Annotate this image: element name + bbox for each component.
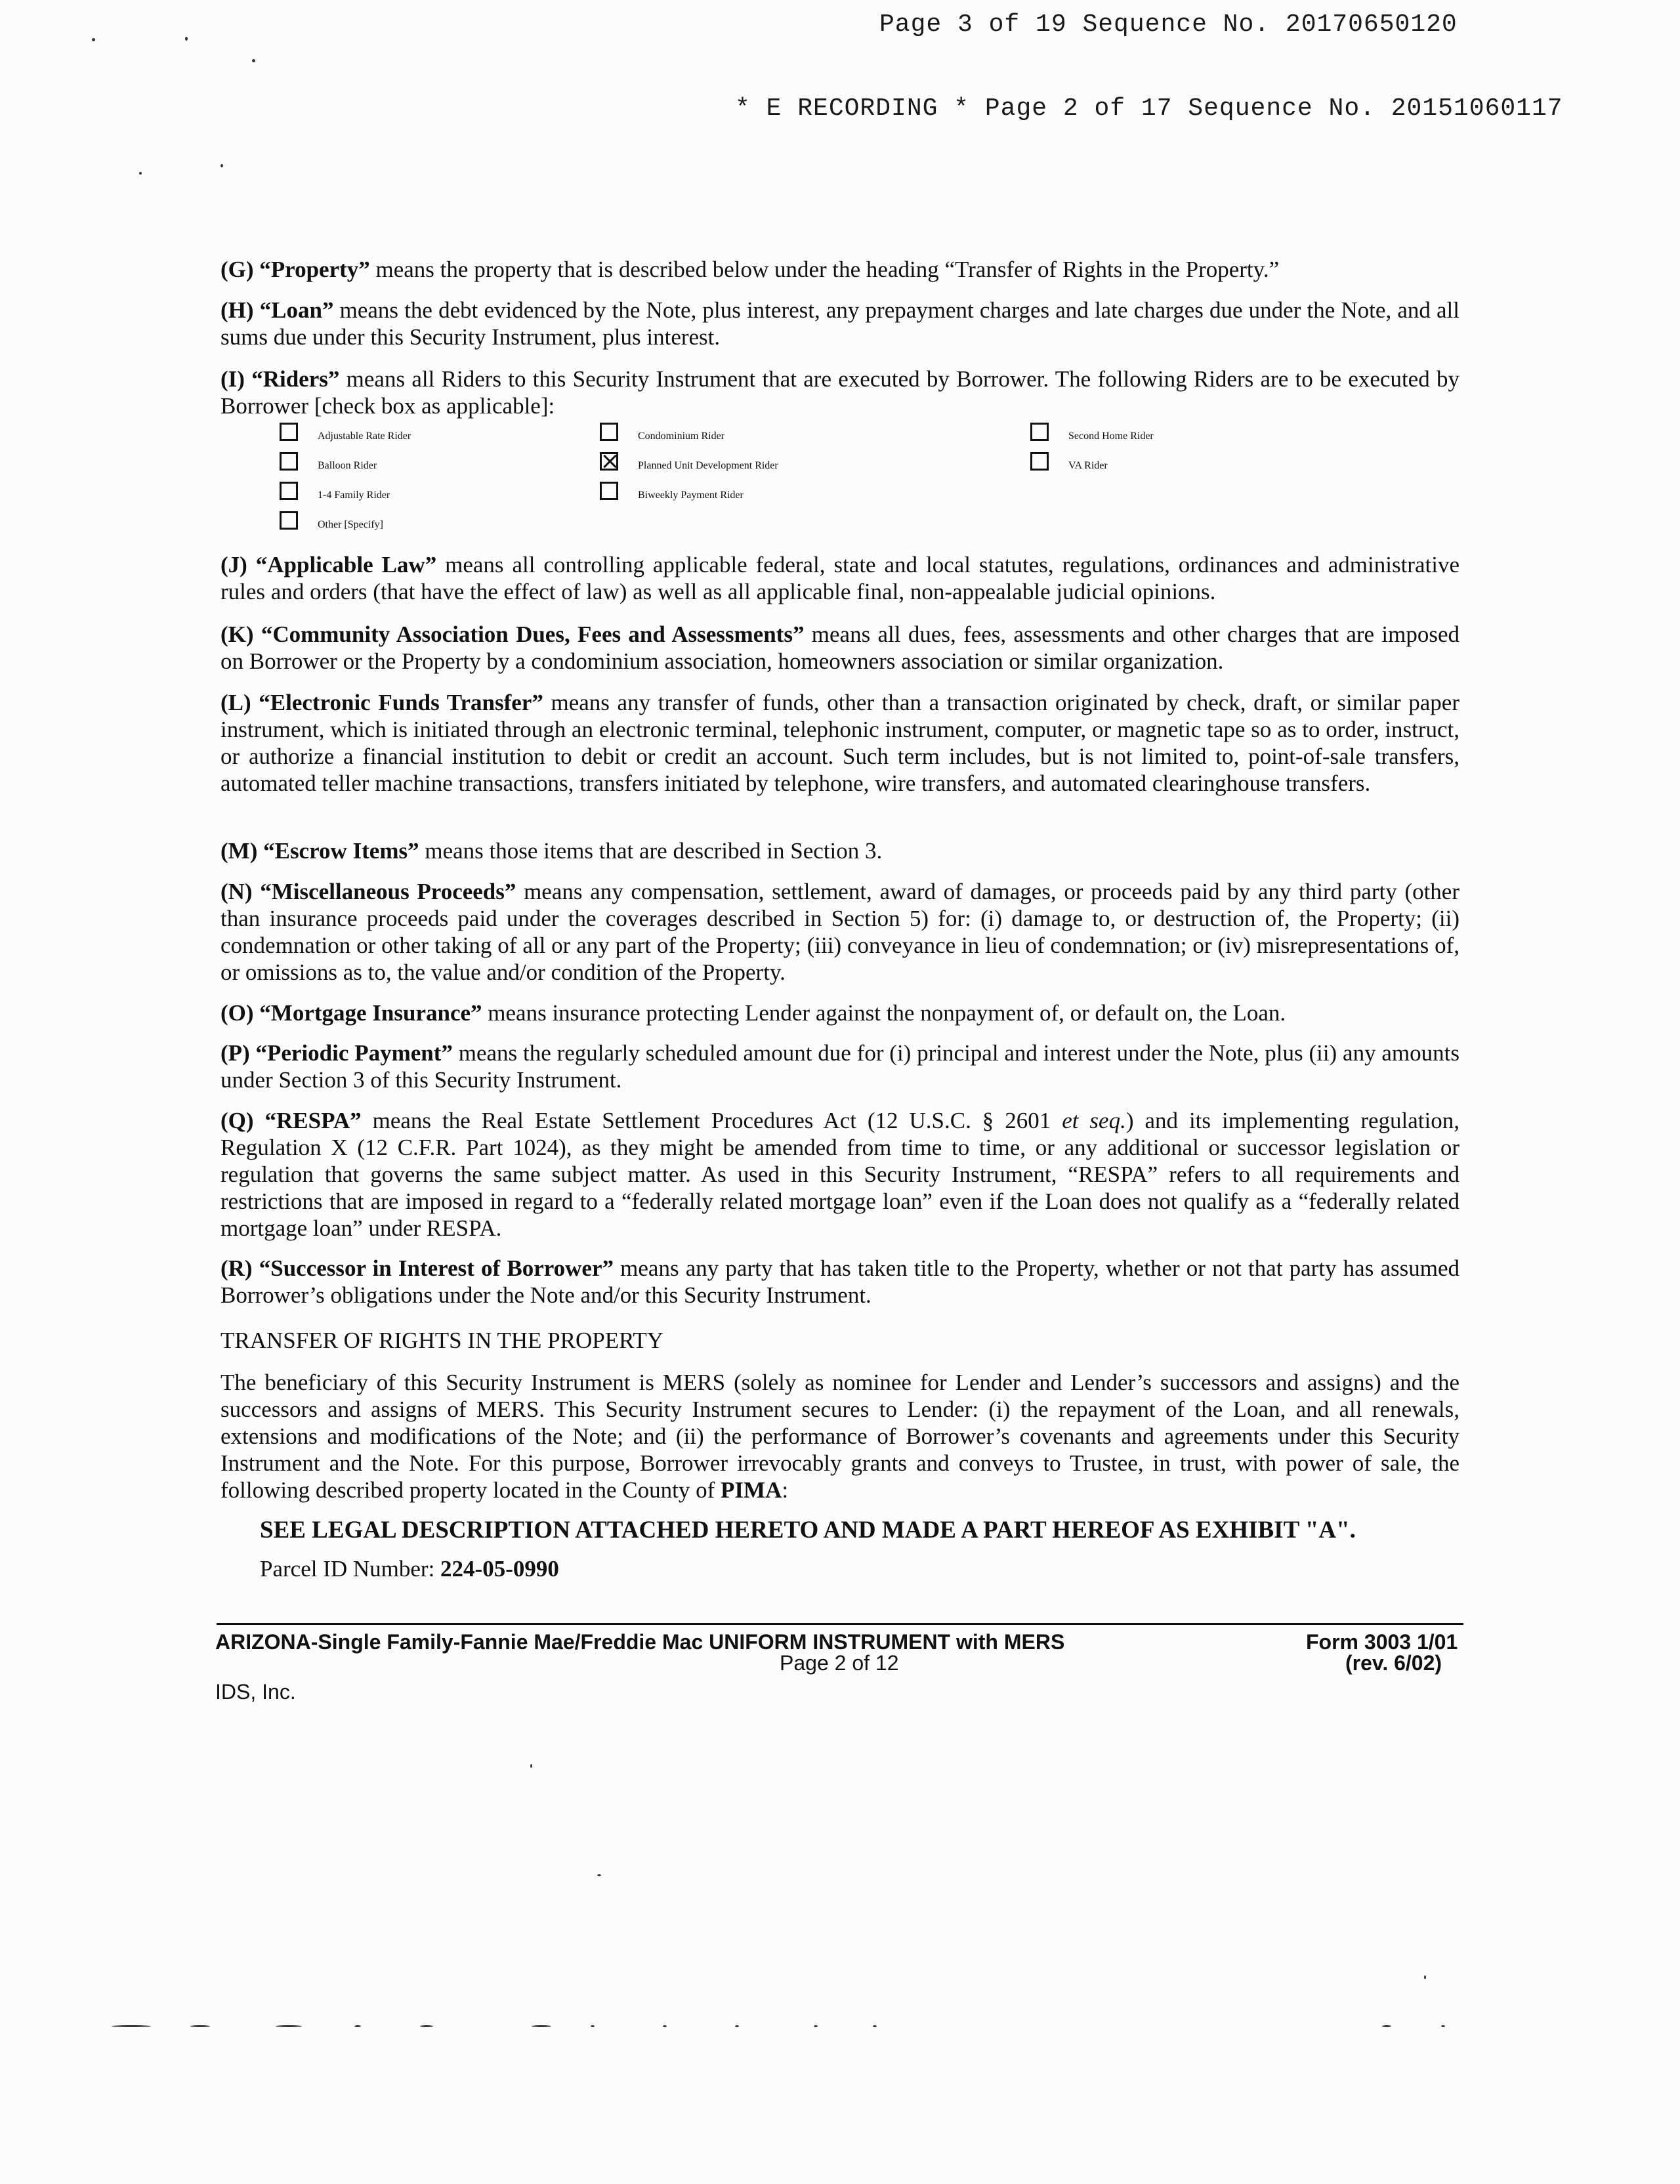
definition-label: (H) “Loan” <box>220 297 334 323</box>
exhibit-statement: SEE LEGAL DESCRIPTION ATTACHED HERETO AND MADE A PART HEREOF AS EXHIBIT "A". <box>260 1517 1356 1544</box>
checkbox[interactable] <box>1030 423 1049 441</box>
definition-successor-in-interest: (R) “Successor in Interest of Borrower” means any party that has taken title to the Property, whether or not that party has assumed Borrower’s obligations under the Note and/or this Security Instrument. <box>220 1255 1460 1308</box>
definition-label: (L) “Electronic Funds Transfer” <box>220 690 543 715</box>
definition-riders: (I) “Riders” means all Riders to this Security Instrument that are executed by Borrower. The following Riders are to be executed by Borrower [check box as applicable]: <box>220 366 1460 419</box>
checkbox[interactable] <box>280 482 298 500</box>
recording-stamp-top: Page 3 of 19 Sequence No. 20170650120 <box>879 10 1458 39</box>
scan-speck <box>532 2025 551 2027</box>
definition-label: (Q) “RESPA” <box>220 1108 362 1133</box>
scan-speck <box>112 2025 151 2027</box>
checkbox[interactable] <box>600 423 618 441</box>
definition-label: (I) “Riders” <box>220 366 340 392</box>
footer-form-title: ARIZONA-Single Family-Fannie Mae/Freddie Mac UNIFORM INSTRUMENT with MERS <box>215 1630 1065 1654</box>
definition-miscellaneous-proceeds: (N) “Miscellaneous Proceeds” means any compensation, settlement, award of damages, or proceeds paid by any third party (other than insurance proceeds paid under the coverages described in Section 5) for: (i) damage to, or destruction of, the Property; (ii) condemnation or other taking of all or any part of the Property; (iii) conveyance in lieu of condemnation; or (iv) misrepresentations of, or omissions as to, the value and/or condition of the Property. <box>220 879 1460 985</box>
scan-speck <box>591 2025 595 2027</box>
rider-item: VA Rider <box>1030 452 1108 472</box>
scan-speck <box>1441 2025 1445 2027</box>
recording-stamp-second: * E RECORDING * Page 2 of 17 Sequence No. 20151060117 <box>735 94 1563 123</box>
definition-label: (P) “Periodic Payment” <box>220 1040 453 1066</box>
scan-speck <box>735 2025 739 2027</box>
definition-label: (O) “Mortgage Insurance” <box>220 1000 482 1026</box>
checkbox[interactable] <box>280 452 298 471</box>
checkbox[interactable] <box>280 423 298 441</box>
scan-speck <box>220 164 223 167</box>
scan-speck <box>1424 1975 1426 1979</box>
scan-speck <box>139 172 142 175</box>
scan-speck <box>276 2025 302 2027</box>
definition-label: (N) “Miscellaneous Proceeds” <box>220 879 516 904</box>
footer-page-number: Page 2 of 12 <box>780 1651 899 1675</box>
scan-speck <box>92 38 95 41</box>
definition-escrow-items: (M) “Escrow Items” means those items that are described in Section 3. <box>220 838 883 864</box>
scan-speck <box>252 59 255 62</box>
rider-item: Planned Unit Development Rider <box>600 452 778 472</box>
definition-label: (M) “Escrow Items” <box>220 838 419 864</box>
rider-item: Condominium Rider <box>600 423 724 442</box>
scan-speck <box>1382 2025 1391 2027</box>
checked-checkbox[interactable] <box>600 452 618 471</box>
footer-divider <box>217 1623 1463 1625</box>
checkbox[interactable] <box>600 482 618 500</box>
rider-item: Other [Specify] <box>280 511 383 531</box>
transfer-paragraph: The beneficiary of this Security Instrument is MERS (solely as nominee for Lender and Lender’s successors and assigns) and the successors and assigns of MERS. This Security Instrument secures to Lender: (i) the repayment of the Loan, and all renewals, extensions and modifications of the Note; and (ii) the performance of Borrower’s covenants and agreements under this Security Instrument and the Note. For this purpose, Borrower irrevocably grants and conveys to Trustee, in trust, with power of sale, the following described property located in the County of PIMA: <box>220 1370 1460 1503</box>
scan-speck <box>190 2025 210 2027</box>
checkbox[interactable] <box>280 511 298 530</box>
definition-label: (K) “Community Association Dues, Fees and Assessments” <box>220 621 805 647</box>
scan-speck <box>530 1764 532 1768</box>
rider-item: Balloon Rider <box>280 452 377 472</box>
definition-applicable-law: (J) “Applicable Law” means all controlling applicable federal, state and local statutes, regulations, ordinances and administrative rules and orders (that have the effect of law) as well as all applicable final, non-appealable judicial opinions. <box>220 552 1460 604</box>
parcel-id: Parcel ID Number: 224-05-0990 <box>260 1556 559 1582</box>
definition-periodic-payment: (P) “Periodic Payment” means the regularly scheduled amount due for (i) principal and interest under the Note, plus (ii) any amounts under Section 3 of this Security Instrument. <box>220 1040 1460 1093</box>
definition-label: (G) “Property” <box>220 257 370 282</box>
footer-form-number: Form 3003 1/01 <box>1306 1630 1458 1654</box>
rider-item: Second Home Rider <box>1030 423 1154 442</box>
scan-speck <box>354 2025 361 2027</box>
scan-speck <box>185 37 188 41</box>
checkbox[interactable] <box>1030 452 1049 471</box>
scan-speck <box>814 2025 818 2027</box>
definition-label: (R) “Successor in Interest of Borrower” <box>220 1255 614 1281</box>
definition-respa: (Q) “RESPA” means the Real Estate Settlement Procedures Act (12 U.S.C. § 2601 et seq.) and its implementing regulation, Regulation X (12 C.F.R. Part 1024), as they might be amended from time to time, or any additional or successor legislation or regulation that governs the same subject matter. As used in this Security Instrument, “RESPA” refers to all requirements and restrictions that are imposed in regard to a “federally related mortgage loan” even if the Loan does not qualify as a “federally related mortgage loan” under RESPA. <box>220 1108 1460 1241</box>
scan-speck <box>597 1874 601 1876</box>
footer-revision: (rev. 6/02) <box>1345 1651 1442 1675</box>
definition-community-association: (K) “Community Association Dues, Fees and Assessments” means all dues, fees, assessments and other charges that are imposed on Borrower or the Property by a condominium association, homeowners association or similar organization. <box>220 621 1460 674</box>
footer-vendor: IDS, Inc. <box>215 1680 296 1704</box>
definition-electronic-funds-transfer: (L) “Electronic Funds Transfer” means any transfer of funds, other than a transaction originated by check, draft, or similar paper instrument, which is initiated through an electronic terminal, telephonic instrument, computer, or magnetic tape so as to order, instruct, or authorize a financial institution to debit or credit an account. Such term includes, but is not limited to, point-of-sale transfers, automated teller machine transactions, transfers initiated by telephone, wire transfers, and automated clearinghouse transfers. <box>220 690 1460 796</box>
rider-item: 1-4 Family Rider <box>280 482 390 501</box>
scan-speck <box>663 2025 667 2027</box>
definition-label: (J) “Applicable Law” <box>220 552 437 578</box>
definition-mortgage-insurance: (O) “Mortgage Insurance” means insurance protecting Lender against the nonpayment of, or default on, the Loan. <box>220 1000 1286 1026</box>
rider-item: Biweekly Payment Rider <box>600 482 744 501</box>
definition-property: (G) “Property” means the property that is described below under the heading “Transfer of Rights in the Property.” <box>220 257 1280 282</box>
definition-loan: (H) “Loan” means the debt evidenced by the Note, plus interest, any prepayment charges and late charges due under the Note, and all sums due under this Security Instrument, plus interest. <box>220 297 1460 350</box>
rider-item: Adjustable Rate Rider <box>280 423 411 442</box>
scan-speck <box>420 2025 433 2027</box>
scan-speck <box>873 2025 877 2027</box>
transfer-heading: TRANSFER OF RIGHTS IN THE PROPERTY <box>220 1328 663 1353</box>
